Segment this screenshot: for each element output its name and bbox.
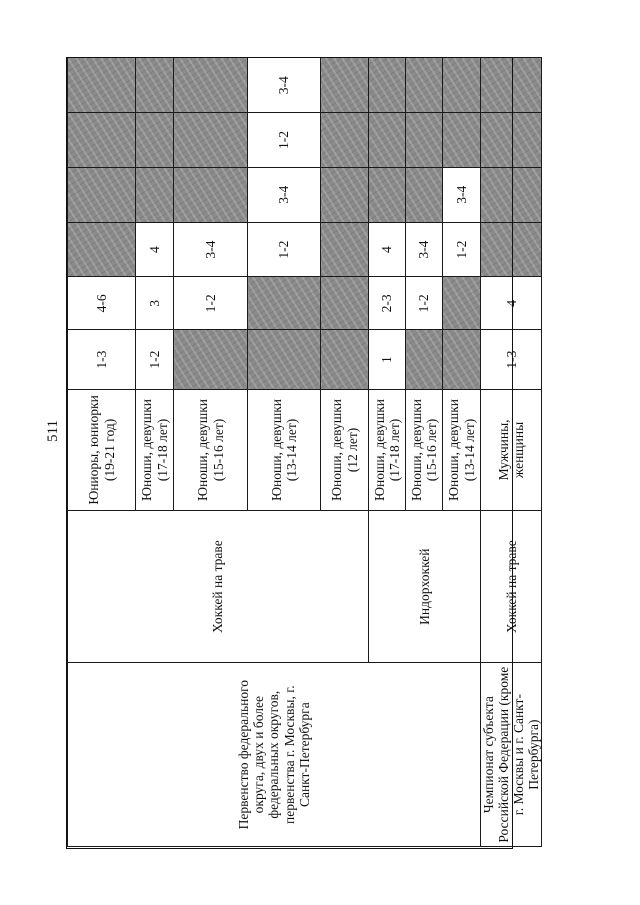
rank-cell: 1-2	[136, 330, 174, 389]
discipline-cell: Индорхоккей	[369, 510, 481, 662]
rank-cell-shaded	[248, 330, 321, 389]
rank-cell-shaded	[174, 330, 248, 389]
rank-cell-shaded	[406, 113, 443, 167]
rank-cell-shaded	[481, 113, 542, 167]
rank-cell-shaded	[443, 277, 481, 330]
rank-cell: 3	[136, 277, 174, 330]
rank-cell: 1-3	[68, 330, 136, 389]
rank-cell-shaded	[369, 58, 406, 113]
rank-cell-shaded	[443, 330, 481, 389]
rank-cell-shaded	[248, 277, 321, 330]
rank-cell-shaded	[369, 113, 406, 167]
rank-cell-shaded	[174, 58, 248, 113]
rank-cell-shaded	[321, 277, 369, 330]
rank-cell-shaded	[406, 58, 443, 113]
age-group-cell: Юноши, девушки (13-14 лет)	[248, 389, 321, 510]
rank-cell-shaded	[68, 167, 136, 222]
rank-cell-shaded	[321, 113, 369, 167]
rank-cell-shaded	[443, 58, 481, 113]
age-group-cell: Юноши, девушки (15-16 лет)	[406, 389, 443, 510]
rank-cell-shaded	[481, 167, 542, 222]
table-row	[481, 58, 542, 847]
rank-cell-shaded	[136, 113, 174, 167]
age-group-cell: Юноши, девушки (15-16 лет)	[174, 389, 248, 510]
age-group-cell: Юноши, девушки (17-18 лет)	[136, 389, 174, 510]
discipline-cell: Хоккей на траве	[481, 510, 542, 662]
rank-cell-shaded	[321, 222, 369, 276]
rank-cell-shaded	[68, 58, 136, 113]
rank-cell: 3-4	[174, 222, 248, 276]
rank-cell: 3-4	[248, 58, 321, 113]
rank-cell: 1-3	[481, 330, 542, 389]
rank-cell: 4	[136, 222, 174, 276]
rank-cell-shaded	[136, 58, 174, 113]
rank-cell: 3-4	[443, 167, 481, 222]
rank-cell: 1-2	[248, 222, 321, 276]
rank-cell: 4	[481, 277, 542, 330]
rank-cell: 3-4	[406, 222, 443, 276]
rank-cell-shaded	[481, 222, 542, 276]
rank-cell-shaded	[406, 330, 443, 389]
age-group-cell: Юниоры, юниорки (19-21 год)	[68, 389, 136, 510]
sports-ranking-table	[67, 57, 542, 847]
rank-cell-shaded	[321, 167, 369, 222]
rank-cell-shaded	[174, 113, 248, 167]
rotated-table-container	[67, 57, 542, 847]
rank-cell: 1	[369, 330, 406, 389]
rank-cell-shaded	[321, 58, 369, 113]
rank-cell: 4	[369, 222, 406, 276]
rank-cell: 3-4	[248, 167, 321, 222]
rank-cell: 2-3	[369, 277, 406, 330]
rank-cell-shaded	[406, 167, 443, 222]
rank-cell-shaded	[68, 222, 136, 276]
rank-cell-shaded	[369, 167, 406, 222]
rank-cell: 4-6	[68, 277, 136, 330]
table-body	[68, 58, 542, 847]
discipline-cell: Хоккей на траве	[68, 510, 369, 662]
table-row	[68, 58, 136, 847]
age-group-cell: Юноши, девушки (13-14 лет)	[443, 389, 481, 510]
rank-cell-shaded	[136, 167, 174, 222]
rank-cell-shaded	[481, 58, 542, 113]
rank-cell: 1-2	[406, 277, 443, 330]
rank-cell: 1-2	[174, 277, 248, 330]
competition-cell: Первенство федерального округа, двух и более федеральных округов, первенства г. Москвы, г. Санкт-Петербурга	[68, 663, 481, 847]
rank-cell-shaded	[174, 167, 248, 222]
rank-cell-shaded	[321, 330, 369, 389]
age-group-cell: Юноши, девушки (12 лет)	[321, 389, 369, 510]
rank-cell: 1-2	[248, 113, 321, 167]
page-number: 511	[45, 420, 61, 442]
competition-cell: Чемпионат субъекта Российской Федерации (кроме г. Москвы и г. Санкт-Петербурга)	[481, 663, 542, 847]
age-group-cell: Мужчины, женщины	[481, 389, 542, 510]
rank-cell-shaded	[68, 113, 136, 167]
rank-cell: 1-2	[443, 222, 481, 276]
age-group-cell: Юноши, девушки (17-18 лет)	[369, 389, 406, 510]
rank-cell-shaded	[443, 113, 481, 167]
